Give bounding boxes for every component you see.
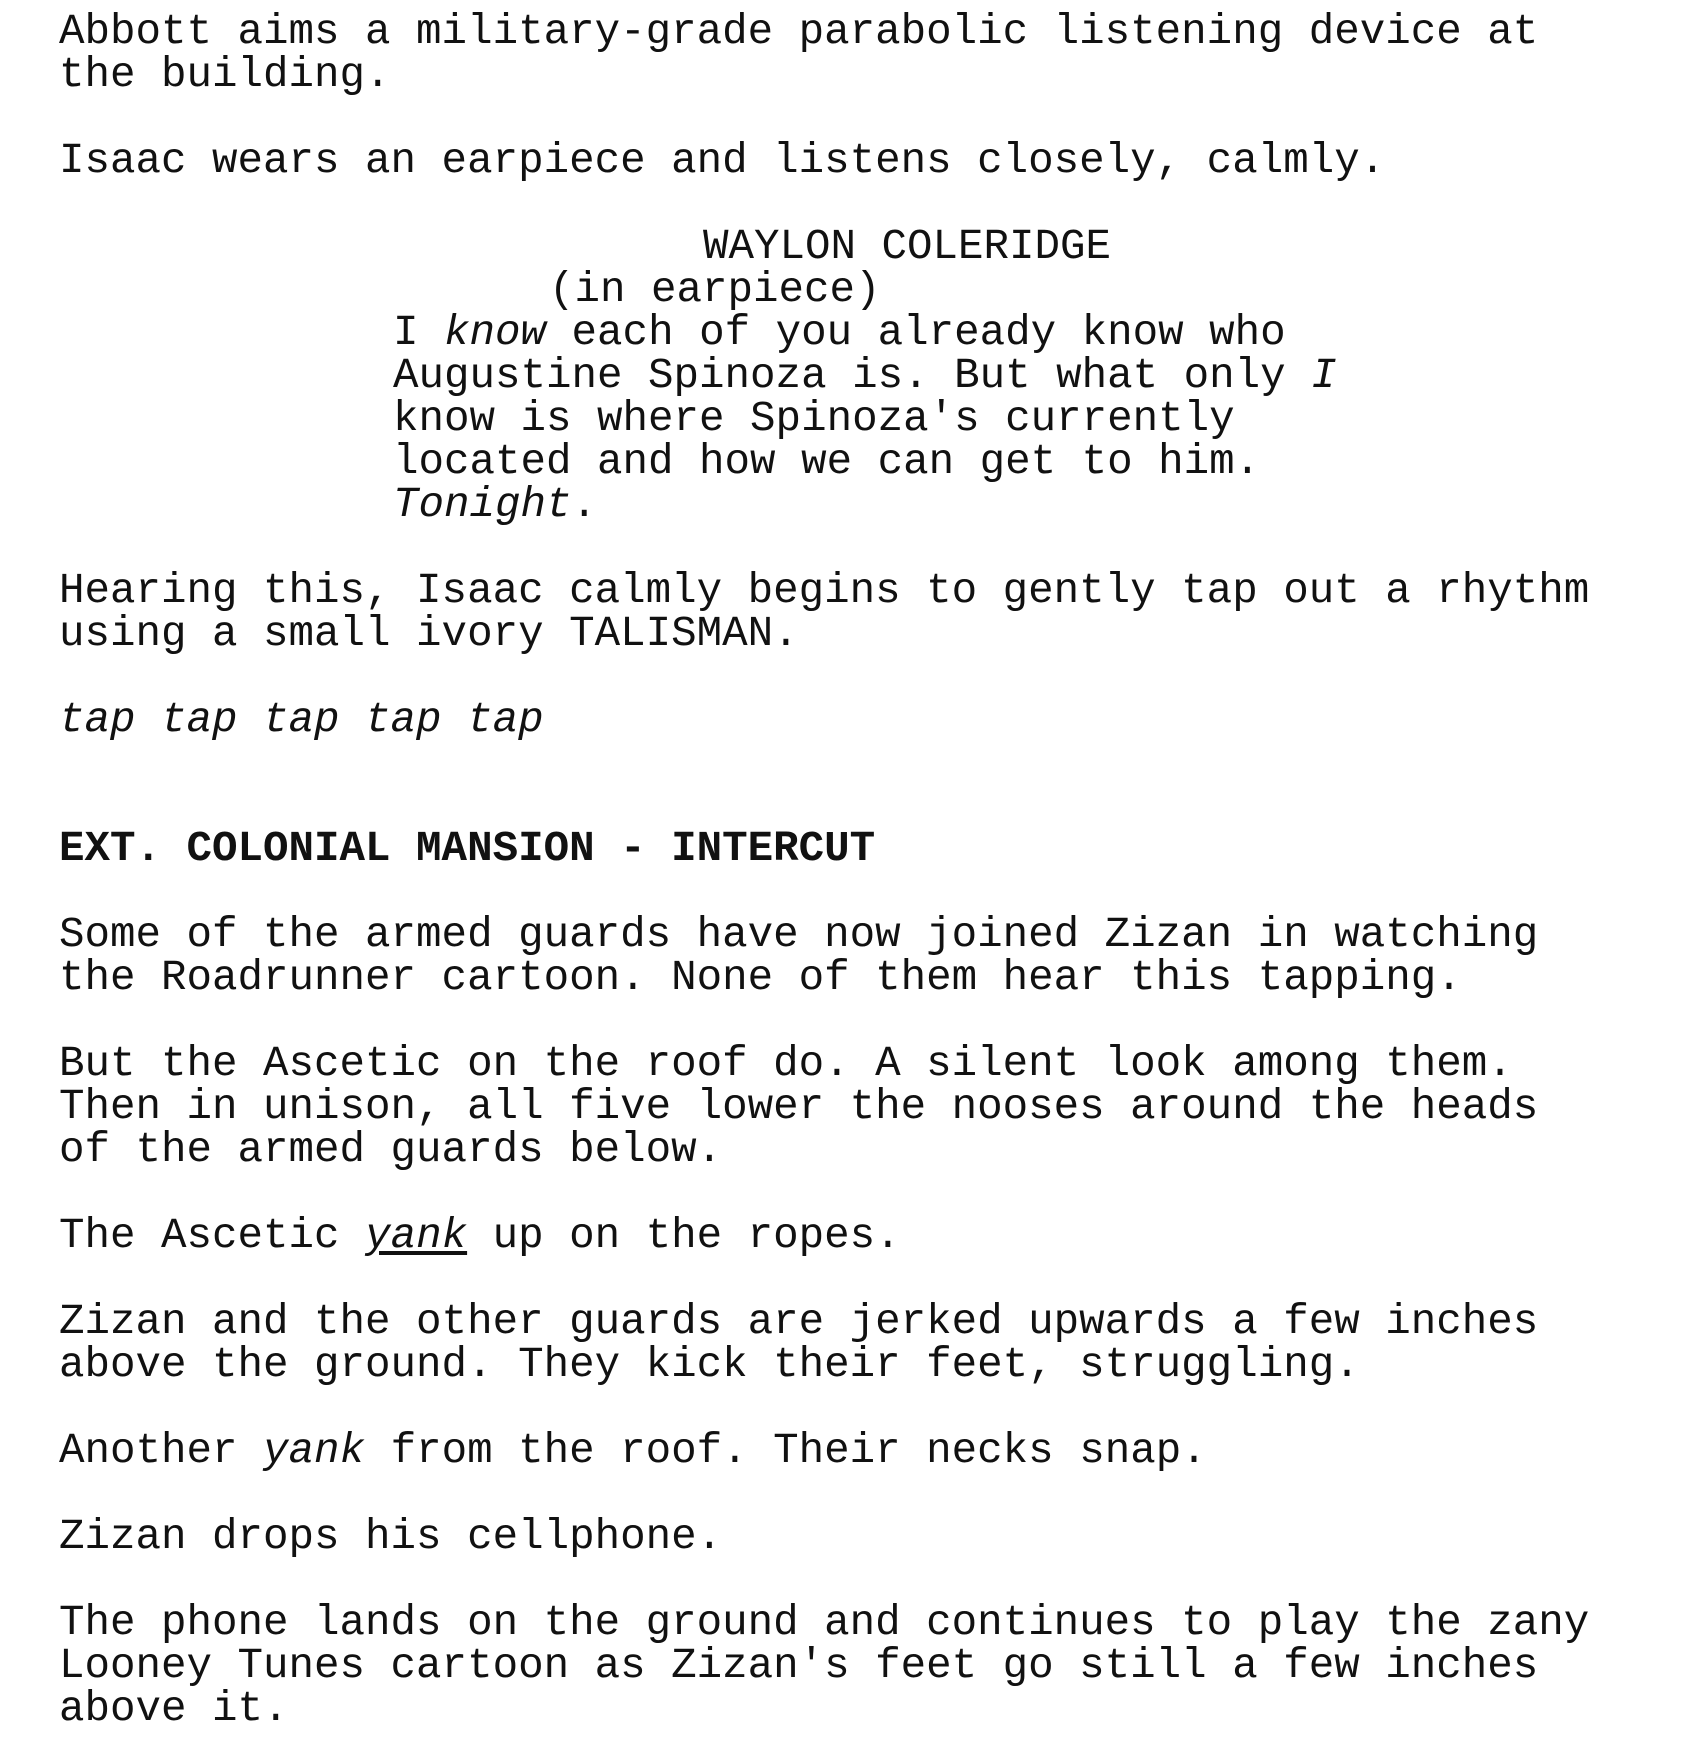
action-line: Then in unison, all five lower the nooses around the heads	[59, 1083, 1539, 1131]
emphasis: Tonight	[393, 481, 572, 529]
action-line: the building.	[59, 51, 391, 99]
action-paragraph	[59, 1599, 1659, 1733]
action-line: Abbott aims a military-grade parabolic listening device at	[59, 8, 1539, 56]
action-line: Hearing this, Isaac calmly begins to gently tap out a rhythm	[59, 567, 1590, 615]
action-line: of the armed guards below.	[59, 1126, 723, 1174]
action-line: But the Ascetic on the roof do. A silent look among them.	[59, 1040, 1513, 1088]
action-line: The Ascetic yank up on the ropes.	[59, 1212, 901, 1260]
dialogue-line: Augustine Spinoza is. But what only I	[393, 352, 1337, 400]
action-paragraph	[59, 137, 1659, 185]
sound-effect-text: tap tap tap tap tap	[59, 696, 544, 744]
action-line: the Roadrunner cartoon. None of them hear this tapping.	[59, 954, 1462, 1002]
underlined-emphasis: yank	[365, 1212, 468, 1260]
parenthetical: (in earpiece)	[549, 266, 881, 314]
action-line: using a small ivory TALISMAN.	[59, 610, 799, 658]
dialogue-line: I know each of you already know who	[393, 309, 1286, 357]
dialogue-line: Tonight.	[393, 481, 598, 529]
sound-effect	[59, 696, 1659, 744]
action-paragraph	[59, 1212, 1659, 1260]
action-paragraph	[59, 567, 1659, 658]
action-line: Some of the armed guards have now joined Zizan in watching	[59, 911, 1539, 959]
screenplay-page	[59, 8, 1659, 1733]
dialogue-line: know is where Spinoza's currently	[393, 395, 1235, 443]
character-name: WAYLON COLERIDGE	[703, 223, 1112, 271]
action-line: Another yank from the roof. Their necks snap.	[59, 1427, 1207, 1475]
emphasis: know	[444, 309, 547, 357]
action-line: above the ground. They kick their feet, struggling.	[59, 1341, 1360, 1389]
action-line: The phone lands on the ground and continues to play the zany	[59, 1599, 1590, 1647]
action-paragraph	[59, 1427, 1659, 1475]
dialogue-line: located and how we can get to him.	[393, 438, 1261, 486]
action-paragraph	[59, 911, 1659, 1002]
emphasis: I	[1311, 352, 1337, 400]
action-paragraph	[59, 8, 1659, 99]
action-line: Zizan drops his cellphone.	[59, 1513, 723, 1561]
action-line: Isaac wears an earpiece and listens closely, calmly.	[59, 137, 1386, 185]
dialogue-block	[59, 223, 1659, 529]
action-paragraph	[59, 1298, 1659, 1389]
action-line: Zizan and the other guards are jerked upwards a few inches	[59, 1298, 1539, 1346]
action-paragraph	[59, 1513, 1659, 1561]
scene-heading: EXT. COLONIAL MANSION - INTERCUT	[59, 825, 876, 873]
action-paragraph	[59, 1040, 1659, 1174]
action-line: Looney Tunes cartoon as Zizan's feet go still a few inches	[59, 1642, 1539, 1690]
emphasis: yank	[263, 1427, 366, 1475]
dialogue-text	[393, 309, 1393, 529]
action-line: above it.	[59, 1685, 289, 1733]
